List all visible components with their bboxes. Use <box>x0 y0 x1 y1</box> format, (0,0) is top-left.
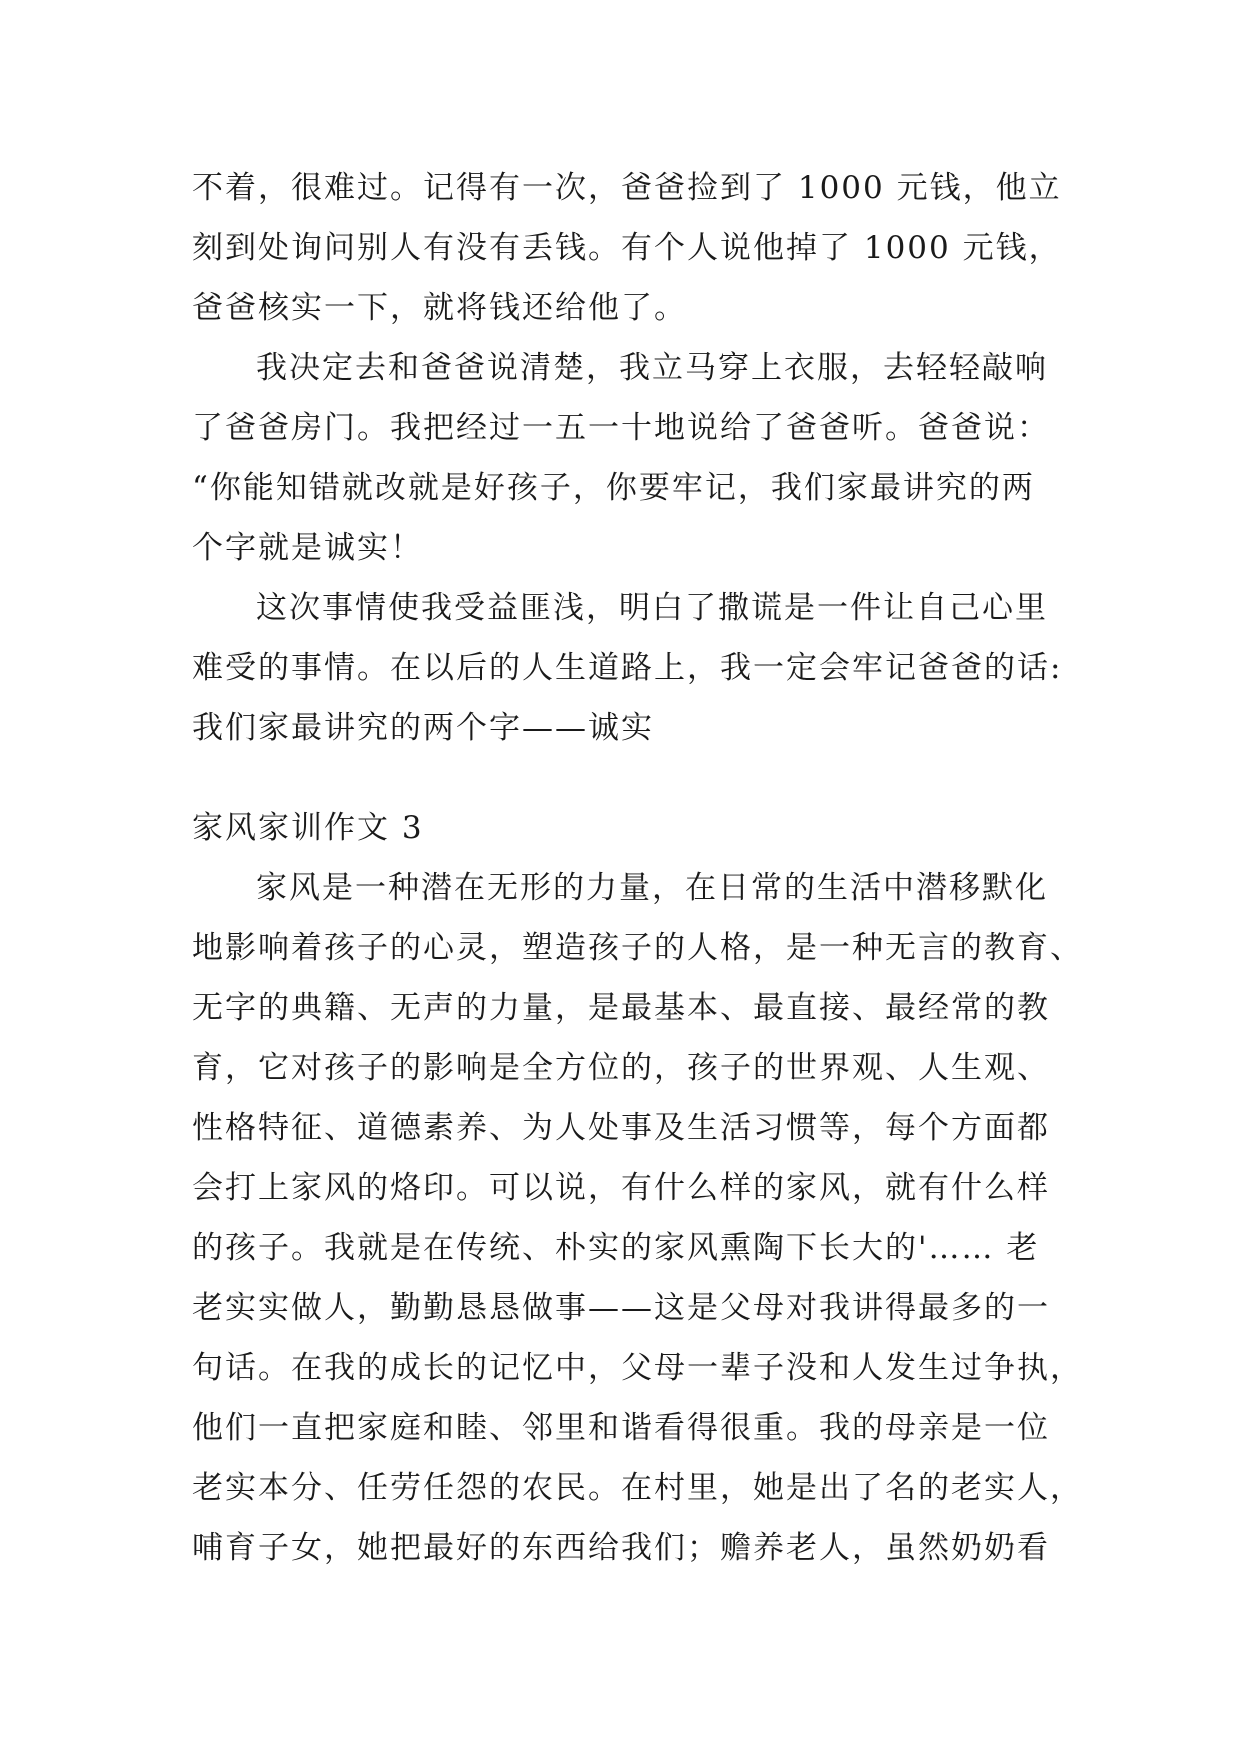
paragraph-line: 老实实做人，勤勤恳恳做事——这是父母对我讲得最多的一 <box>192 1290 1050 1326</box>
paragraph-line: 性格特征、道德素养、为人处事及生活习惯等，每个方面都 <box>192 1110 1050 1146</box>
paragraph-line: 我们家最讲究的两个字——诚实 <box>192 710 654 746</box>
paragraph-line: 个字就是诚实！ <box>192 530 423 566</box>
paragraph-line: 老实本分、任劳任怨的农民。在村里，她是出了名的老实人， <box>192 1470 1083 1506</box>
paragraph-line: 家风是一种潜在无形的力量，在日常的生活中潜移默化 <box>256 870 1048 906</box>
paragraph-line: 的孩子。我就是在传统、朴实的家风熏陶下长大的'…… 老 <box>192 1230 1040 1266</box>
paragraph-line: 地影响着孩子的心灵，塑造孩子的人格，是一种无言的教育、 <box>192 930 1083 966</box>
paragraph-line: “你能知错就改就是好孩子，你要牢记，我们家最讲究的两 <box>192 470 1035 506</box>
paragraph-line: 刻到处询问别人有没有丢钱。有个人说他掉了 1000 元钱， <box>192 230 1062 266</box>
paragraph-line: 会打上家风的烙印。可以说，有什么样的家风，就有什么样 <box>192 1170 1050 1206</box>
paragraph-line: 哺育子女，她把最好的东西给我们；赡养老人，虽然奶奶看 <box>192 1530 1050 1566</box>
paragraph-line: 难受的事情。在以后的人生道路上，我一定会牢记爸爸的话: <box>192 650 1063 686</box>
paragraph-line: 不着，很难过。记得有一次，爸爸捡到了 1000 元钱，他立 <box>192 170 1062 206</box>
section-heading: 家风家训作文 3 <box>192 810 424 846</box>
paragraph-line: 我决定去和爸爸说清楚，我立马穿上衣服，去轻轻敲响 <box>256 350 1048 386</box>
paragraph-line: 了爸爸房门。我把经过一五一十地说给了爸爸听。爸爸说： <box>192 410 1050 446</box>
paragraph-line: 爸爸核实一下，就将钱还给他了。 <box>192 290 687 326</box>
paragraph-line: 无字的典籍、无声的力量，是最基本、最直接、最经常的教 <box>192 990 1050 1026</box>
paragraph-line: 育，它对孩子的影响是全方位的，孩子的世界观、人生观、 <box>192 1050 1050 1086</box>
paragraph-line: 他们一直把家庭和睦、邻里和谐看得很重。我的母亲是一位 <box>192 1410 1050 1446</box>
paragraph-line: 这次事情使我受益匪浅，明白了撒谎是一件让自己心里 <box>256 590 1048 626</box>
paragraph-line: 句话。在我的成长的记忆中，父母一辈子没和人发生过争执， <box>192 1350 1083 1386</box>
